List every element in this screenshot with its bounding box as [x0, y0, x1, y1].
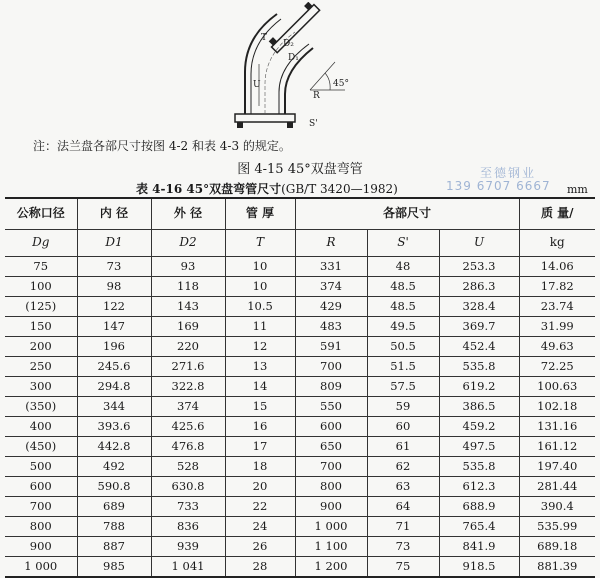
- table-row: [5, 337, 595, 357]
- cell-dim-s: 50.5: [367, 337, 439, 357]
- cell-mass: 14.06: [519, 257, 595, 277]
- table-row: [5, 497, 595, 517]
- cell-wall-thickness: 13: [225, 357, 295, 377]
- cell-dim-u: 328.4: [439, 297, 519, 317]
- cell-dg: 200: [5, 337, 77, 357]
- cell-inner-diameter: 689: [77, 497, 151, 517]
- cell-dim-s: 48: [367, 257, 439, 277]
- cell-inner-diameter: 245.6: [77, 357, 151, 377]
- cell-wall-thickness: 10: [225, 277, 295, 297]
- bolt-left: [237, 122, 243, 128]
- cell-outer-diameter: 374: [151, 397, 225, 417]
- watermark-phone: 139 6707 6667: [446, 179, 551, 193]
- cell-dim-s: 73: [367, 537, 439, 557]
- cell-inner-diameter: 73: [77, 257, 151, 277]
- cell-mass: 31.99: [519, 317, 595, 337]
- cell-radius-r: 1 200: [295, 557, 367, 578]
- header-r-symbol: R: [295, 230, 367, 257]
- cell-dg: 900: [5, 537, 77, 557]
- cell-dim-u: 369.7: [439, 317, 519, 337]
- cell-dim-u: 459.2: [439, 417, 519, 437]
- cell-inner-diameter: 196: [77, 337, 151, 357]
- label-t: T: [261, 33, 268, 43]
- cell-dim-u: 452.4: [439, 337, 519, 357]
- unit-label: mm: [567, 183, 588, 196]
- cell-radius-r: 550: [295, 397, 367, 417]
- table-caption-label: 表 4-16 45°双盘弯管尺寸: [136, 182, 282, 196]
- cell-dg: 400: [5, 417, 77, 437]
- cell-outer-diameter: 322.8: [151, 377, 225, 397]
- cell-outer-diameter: 169: [151, 317, 225, 337]
- cell-dg: (350): [5, 397, 77, 417]
- cell-wall-thickness: 17: [225, 437, 295, 457]
- cell-dg: (125): [5, 297, 77, 317]
- header-dg-symbol: Dg: [5, 230, 77, 257]
- cell-dim-s: 48.5: [367, 277, 439, 297]
- cell-dim-u: 918.5: [439, 557, 519, 578]
- cell-inner-diameter: 294.8: [77, 377, 151, 397]
- cell-wall-thickness: 12: [225, 337, 295, 357]
- cell-inner-diameter: 788: [77, 517, 151, 537]
- cell-inner-diameter: 492: [77, 457, 151, 477]
- cell-outer-diameter: 143: [151, 297, 225, 317]
- table-row: [5, 257, 595, 277]
- cell-wall-thickness: 16: [225, 417, 295, 437]
- bend-drawing: [215, 2, 385, 142]
- cell-dg: 75: [5, 257, 77, 277]
- table-row: [5, 357, 595, 377]
- cell-wall-thickness: 28: [225, 557, 295, 578]
- header-outer: 外 径: [151, 198, 225, 230]
- cell-outer-diameter: 425.6: [151, 417, 225, 437]
- cell-radius-r: 700: [295, 357, 367, 377]
- cell-dim-u: 535.8: [439, 357, 519, 377]
- cell-radius-r: 809: [295, 377, 367, 397]
- header-inner: 内 径: [77, 198, 151, 230]
- cell-dim-s: 62: [367, 457, 439, 477]
- table-row: [5, 377, 595, 397]
- cell-dim-s: 57.5: [367, 377, 439, 397]
- cell-outer-diameter: 476.8: [151, 437, 225, 457]
- cell-inner-diameter: 147: [77, 317, 151, 337]
- cell-mass: 131.16: [519, 417, 595, 437]
- table-caption: [136, 180, 398, 197]
- cell-radius-r: 800: [295, 477, 367, 497]
- cell-outer-diameter: 939: [151, 537, 225, 557]
- header-row-2: [5, 230, 595, 257]
- cell-dg: (450): [5, 437, 77, 457]
- cell-outer-diameter: 220: [151, 337, 225, 357]
- header-kg: kg: [519, 230, 595, 257]
- cell-radius-r: 374: [295, 277, 367, 297]
- dimension-table: [5, 197, 595, 578]
- cell-wall-thickness: 14: [225, 377, 295, 397]
- cell-inner-diameter: 344: [77, 397, 151, 417]
- header-row-1: [5, 198, 595, 230]
- cell-mass: 689.18: [519, 537, 595, 557]
- cell-radius-r: 591: [295, 337, 367, 357]
- cell-wall-thickness: 18: [225, 457, 295, 477]
- header-dims: 各部尺寸: [295, 198, 519, 230]
- cell-dg: 1 000: [5, 557, 77, 578]
- cell-wall-thickness: 15: [225, 397, 295, 417]
- cell-dg: 150: [5, 317, 77, 337]
- bottom-flange: [235, 114, 295, 122]
- cell-outer-diameter: 271.6: [151, 357, 225, 377]
- bolt-right: [287, 122, 293, 128]
- table-row: [5, 417, 595, 437]
- cell-dim-s: 60: [367, 417, 439, 437]
- header-d2-symbol: D2: [151, 230, 225, 257]
- drawing-note: 注：法兰盘各部尺寸按图 4-2 和表 4-3 的规定。: [33, 139, 291, 153]
- cell-dim-s: 75: [367, 557, 439, 578]
- label-d2: D₂: [283, 39, 294, 49]
- cell-dg: 100: [5, 277, 77, 297]
- cell-dim-s: 63: [367, 477, 439, 497]
- cell-dg: 600: [5, 477, 77, 497]
- watermark-company: 至德钢业: [480, 166, 537, 180]
- header-mass: 质 量/: [519, 198, 595, 230]
- cell-dim-u: 535.8: [439, 457, 519, 477]
- cell-dim-u: 765.4: [439, 517, 519, 537]
- cell-dg: 500: [5, 457, 77, 477]
- cell-dg: 250: [5, 357, 77, 377]
- cell-mass: 17.82: [519, 277, 595, 297]
- cell-mass: 23.74: [519, 297, 595, 317]
- header-dg: 公称口径: [5, 198, 77, 230]
- cell-mass: 72.25: [519, 357, 595, 377]
- cell-mass: 100.63: [519, 377, 595, 397]
- header-s-symbol: S': [367, 230, 439, 257]
- header-wall: 管 厚: [225, 198, 295, 230]
- cell-outer-diameter: 1 041: [151, 557, 225, 578]
- cell-dg: 300: [5, 377, 77, 397]
- cell-wall-thickness: 24: [225, 517, 295, 537]
- cell-inner-diameter: 98: [77, 277, 151, 297]
- cell-outer-diameter: 836: [151, 517, 225, 537]
- cell-dg: 700: [5, 497, 77, 517]
- cell-radius-r: 650: [295, 437, 367, 457]
- cell-outer-diameter: 630.8: [151, 477, 225, 497]
- cell-wall-thickness: 11: [225, 317, 295, 337]
- cell-dim-s: 61: [367, 437, 439, 457]
- cell-dim-s: 64: [367, 497, 439, 517]
- cell-mass: 390.4: [519, 497, 595, 517]
- table-caption-standard: (GB/T 3420—1982): [281, 182, 398, 196]
- cell-mass: 535.99: [519, 517, 595, 537]
- table-row: [5, 557, 595, 578]
- cell-inner-diameter: 442.8: [77, 437, 151, 457]
- table-row: [5, 277, 595, 297]
- cell-radius-r: 1 000: [295, 517, 367, 537]
- cell-wall-thickness: 22: [225, 497, 295, 517]
- cell-mass: 281.44: [519, 477, 595, 497]
- cell-dim-u: 286.3: [439, 277, 519, 297]
- cell-dim-s: 49.5: [367, 317, 439, 337]
- cell-radius-r: 700: [295, 457, 367, 477]
- cell-dim-u: 386.5: [439, 397, 519, 417]
- cell-dg: 800: [5, 517, 77, 537]
- cell-radius-r: 900: [295, 497, 367, 517]
- cell-dim-u: 841.9: [439, 537, 519, 557]
- table-row: [5, 297, 595, 317]
- cell-mass: 881.39: [519, 557, 595, 578]
- table-row: [5, 537, 595, 557]
- header-d1-symbol: D1: [77, 230, 151, 257]
- cell-dim-u: 253.3: [439, 257, 519, 277]
- cell-dim-u: 619.2: [439, 377, 519, 397]
- cell-inner-diameter: 590.8: [77, 477, 151, 497]
- cell-mass: 49.63: [519, 337, 595, 357]
- radius-line-d: [310, 62, 335, 90]
- table-row: [5, 397, 595, 417]
- outer-wall: [245, 14, 277, 114]
- bend-drawing-svg: [215, 2, 385, 142]
- header-u-symbol: U: [439, 230, 519, 257]
- table-row: [5, 517, 595, 537]
- cell-mass: 102.18: [519, 397, 595, 417]
- cell-inner-diameter: 887: [77, 537, 151, 557]
- cell-radius-r: 483: [295, 317, 367, 337]
- cell-wall-thickness: 20: [225, 477, 295, 497]
- cell-outer-diameter: 93: [151, 257, 225, 277]
- label-r: R: [313, 91, 320, 101]
- table-body: [5, 257, 595, 578]
- cell-inner-diameter: 393.6: [77, 417, 151, 437]
- cell-dim-u: 497.5: [439, 437, 519, 457]
- cell-dim-s: 51.5: [367, 357, 439, 377]
- cell-wall-thickness: 26: [225, 537, 295, 557]
- table-row: [5, 477, 595, 497]
- cell-wall-thickness: 10.5: [225, 297, 295, 317]
- header-t-symbol: T: [225, 230, 295, 257]
- cell-outer-diameter: 733: [151, 497, 225, 517]
- cell-dim-s: 48.5: [367, 297, 439, 317]
- cell-inner-diameter: 122: [77, 297, 151, 317]
- cell-outer-diameter: 528: [151, 457, 225, 477]
- cell-mass: 197.40: [519, 457, 595, 477]
- cell-outer-diameter: 118: [151, 277, 225, 297]
- cell-dim-s: 59: [367, 397, 439, 417]
- cell-mass: 161.12: [519, 437, 595, 457]
- cell-dim-u: 612.3: [439, 477, 519, 497]
- angle-arc: [325, 73, 330, 90]
- table-row: [5, 317, 595, 337]
- cell-radius-r: 1 100: [295, 537, 367, 557]
- cell-dim-u: 688.9: [439, 497, 519, 517]
- table-row: [5, 437, 595, 457]
- cell-wall-thickness: 10: [225, 257, 295, 277]
- cell-radius-r: 600: [295, 417, 367, 437]
- table-row: [5, 457, 595, 477]
- label-d1: D₁: [288, 53, 299, 63]
- label-angle: 45°: [333, 79, 349, 89]
- label-u: U: [253, 80, 261, 90]
- figure-caption: 图 4-15 45°双盘弯管: [237, 162, 363, 177]
- cell-radius-r: 429: [295, 297, 367, 317]
- cell-radius-r: 331: [295, 257, 367, 277]
- cell-dim-s: 71: [367, 517, 439, 537]
- label-s: S': [309, 119, 318, 129]
- cell-inner-diameter: 985: [77, 557, 151, 578]
